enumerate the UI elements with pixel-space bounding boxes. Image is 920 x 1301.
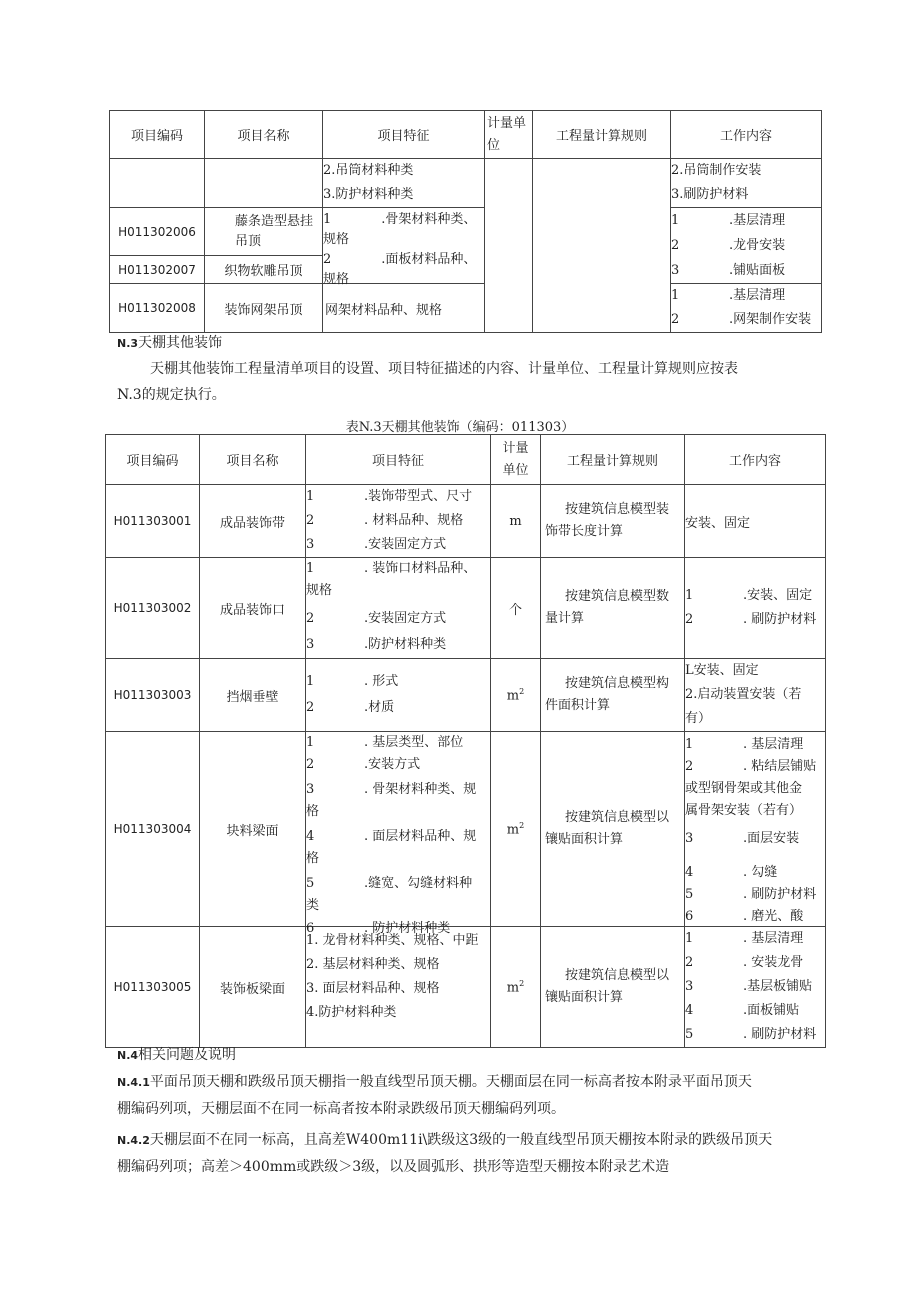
name-cell: 藤条造型悬挂吊顶 [205,208,323,256]
work-cell [685,659,826,732]
code-cell: H011303001 [106,485,200,558]
feature-line: 1 . 基层类型、部位 [306,735,464,750]
name-cell: 装饰板梁面 [200,927,306,1048]
feature-line: 3 .防护材料种类 [306,637,447,652]
work-cell [685,558,826,659]
work-line: 5 . 刷防护材料 [685,1027,817,1042]
section-number: N.4 [117,1049,139,1062]
header-unit: 计量单位 [485,111,533,159]
empty-cell [205,159,323,208]
feature-line: 3. 面层材料品种、规格 [306,981,440,996]
table-1-header-row [110,111,822,159]
unit-cell: $m^2$ [491,927,541,1048]
feature-line: 格 [306,850,320,866]
work-line: 6 . 磨光、酸 [685,909,804,924]
feature-line: 2 .材质 [306,700,395,715]
feature-line: 2 .安装固定方式 [306,611,447,626]
work-line: 2 . 粘结层铺贴 [685,759,817,774]
table-row [106,485,826,558]
calc-line: 按建筑信息模型装 [565,502,670,517]
feature-line: 格 [306,803,320,819]
calc-line: 件面积计算 [545,698,611,713]
features-cell [306,927,491,1048]
feature-line: 2. 基层材料种类、规格 [306,957,440,972]
header-code: 项目编码 [106,435,200,485]
unit-cell: $m^2$ [491,659,541,732]
section-n3-para-line2: N.3的规定执行。 [117,387,226,403]
table-row [110,208,822,256]
features-cell [306,659,491,732]
work-line: 2.吊筒制作安装 [671,163,762,178]
feature-num: 1 [323,212,332,227]
n42-line2: 棚编码列项；高差＞400mm或跌级＞3级，以及圆弧形、拱形等造型天棚按本附录艺术造 [117,1159,670,1175]
header-work: 工作内容 [671,111,822,159]
calc-line: 量计算 [545,611,585,626]
calc-cell [533,159,671,333]
work-line: 2 . 安装龙骨 [685,955,804,970]
calc-cell [541,732,685,927]
calc-line: 按建筑信息模型以 [565,968,670,983]
calc-line: 按建筑信息模型以 [565,810,670,825]
feature-line: 1 . 形式 [306,674,399,689]
features-cell [306,732,491,936]
work-line: 3.刷防护材料 [671,187,749,202]
table-row [106,558,826,659]
work-line: 2 .网架制作安装 [671,312,812,327]
work-line: 有） [685,711,712,726]
name-cell: 成品装饰口 [200,558,306,659]
unit-cell: m [491,485,541,558]
code-cell: H011303004 [106,732,200,927]
work-line: 5 . 刷防护材料 [685,887,817,902]
header-calc: 工程量计算规则 [541,435,685,485]
work-cell [671,159,822,208]
feature-line: 3 . 骨架材料种类、规 [306,782,477,797]
feature-text: .面板材料品种、规格 [323,252,477,287]
table-row [106,659,826,732]
features-cell [306,558,491,659]
section-n3-heading [117,332,222,352]
feature-line: 3.防护材料种类 [323,187,414,202]
calc-cell [541,927,685,1048]
work-line: 1 .基层清理 [671,213,786,228]
table-row [106,927,826,1048]
features-cell [323,159,485,208]
feature-line: 2 . 材料品种、规格 [306,513,464,528]
name-cell: 装饰网架吊顶 [205,284,323,333]
work-line: 2.启动装置安装（若 [685,687,802,702]
table-row [110,284,822,333]
name-cell: 织物软雕吊顶 [205,256,323,284]
name-cell: 挡烟垂壁 [200,659,306,732]
section-title: 相关问题及说明 [138,1047,237,1063]
table-2 [105,434,826,1048]
work-line: 3 .铺贴面板 [671,263,786,278]
section-title: 天棚其他装饰 [138,335,223,351]
features-cell [323,208,485,287]
work-line: 1 .基层清理 [671,288,786,303]
clause-number: N.4.2 [117,1134,150,1147]
table-2-wrapper [105,434,826,1048]
calc-cell [541,558,685,659]
work-line: 属骨架安装（若有） [685,803,803,818]
calc-line: 按建筑信息模型构 [565,676,670,691]
header-work: 工作内容 [685,435,826,485]
work-cell [685,732,826,927]
header-name: 项目名称 [200,435,306,485]
work-line: 3 .基层板铺贴 [685,979,813,994]
header-code: 项目编码 [110,111,205,159]
section-number: N.3 [117,337,139,350]
calc-line: 镶贴面积计算 [545,990,624,1005]
calc-line: 按建筑信息模型数 [565,589,670,604]
work-cell [685,927,826,1048]
section-n3-para-line1: 天棚其他装饰工程量清单项目的设置、项目特征描述的内容、计量单位、工程量计算规则应按表 [150,361,738,377]
name-cell: 成品装饰带 [200,485,306,558]
n42-line1: N.4.2天棚层面不在同一标高，且高差W400m11i\跌级这3级的一般直线型吊顶天棚按本附录的跌级吊顶天 [117,1132,773,1148]
feature-line: 1 . 装饰口材料品种、 [306,561,477,576]
work-line: 4 .面板铺贴 [685,1003,800,1018]
feature-line: 1. 龙骨材料种类、规格、中距 [306,933,479,948]
work-cell [671,284,822,333]
unit-cell: $m^2$ [491,732,541,927]
header-features: 项目特征 [306,435,491,485]
table-2-header-row [106,435,826,485]
header-calc: 工程量计算规则 [533,111,671,159]
n41-line1: N.4.1平面吊顶天棚和跌级吊顶天棚指一般直线型吊顶天棚。天棚面层在同一标高者按本附录平面吊顶天 [117,1074,752,1090]
header-unit: 计量单位 [491,435,541,485]
table-caption: 表N.3天棚其他装饰（编码：011303） [345,420,575,435]
unit-cell: 个 [491,558,541,659]
work-line: 或型钢骨架或其他金 [685,781,803,796]
code-cell: H011302008 [110,284,205,333]
feature-line: 规格 [306,583,333,598]
calc-line: 镶贴面积计算 [545,832,624,847]
feature-line: 3 .安装固定方式 [306,537,447,552]
feature-line: 5 .缝宽、勾缝材料种 [306,876,473,891]
feature-text: .骨架材料种类、规格 [323,212,477,247]
work-line: 3 .面层安装 [685,831,800,846]
feature-line: 2 .安装方式 [306,756,421,772]
header-name: 项目名称 [205,111,323,159]
code-cell: H011302006 [110,208,205,256]
code-cell: H011303005 [106,927,200,1048]
features-cell: 网架材料品种、规格 [323,284,485,333]
n41-line2: 棚编码列项，天棚层面不在同一标高者按本附录跌级吊顶天棚编码列项。 [117,1101,565,1117]
table-1-wrapper [109,110,822,333]
clause-number: N.4.1 [117,1076,150,1089]
unit-cell [485,159,533,333]
table-1 [109,110,822,333]
code-cell: H011303003 [106,659,200,732]
work-cell [671,208,822,284]
header-features: 项目特征 [323,111,485,159]
work-line: 1 .安装、固定 [685,588,813,603]
work-line: 2 . 刷防护材料 [685,612,817,627]
work-line: 1 . 基层清理 [685,737,804,752]
name-cell: 块料梁面 [200,732,306,927]
feature-line: 4.防护材料种类 [306,1005,397,1020]
table-row [106,732,826,927]
feature-num: 2 [323,252,332,267]
feature-line: 6 . 防护材料种类 [306,921,451,936]
work-cell [685,485,826,558]
work-line: 安装、固定 [685,515,751,531]
work-line: 4 . 勾缝 [685,865,778,880]
calc-line: 饰带长度计算 [545,524,624,539]
table-row [110,159,822,208]
feature-line: 类 [306,897,320,913]
work-line: 1 . 基层清理 [685,931,804,946]
calc-cell [541,659,685,732]
calc-cell [541,485,685,558]
feature-line: 2.吊筒材料种类 [323,163,414,178]
empty-cell [110,159,205,208]
features-cell [306,485,491,558]
code-cell: H011303002 [106,558,200,659]
feature-line: 4 . 面层材料品种、规 [306,829,477,844]
section-n4-heading [117,1044,236,1064]
work-line: 2 .龙骨安装 [671,238,786,253]
code-cell: H011302007 [110,256,205,284]
work-line: L安装、固定 [685,663,759,678]
feature-line: 1 .装饰带型式、尺寸 [306,489,473,504]
